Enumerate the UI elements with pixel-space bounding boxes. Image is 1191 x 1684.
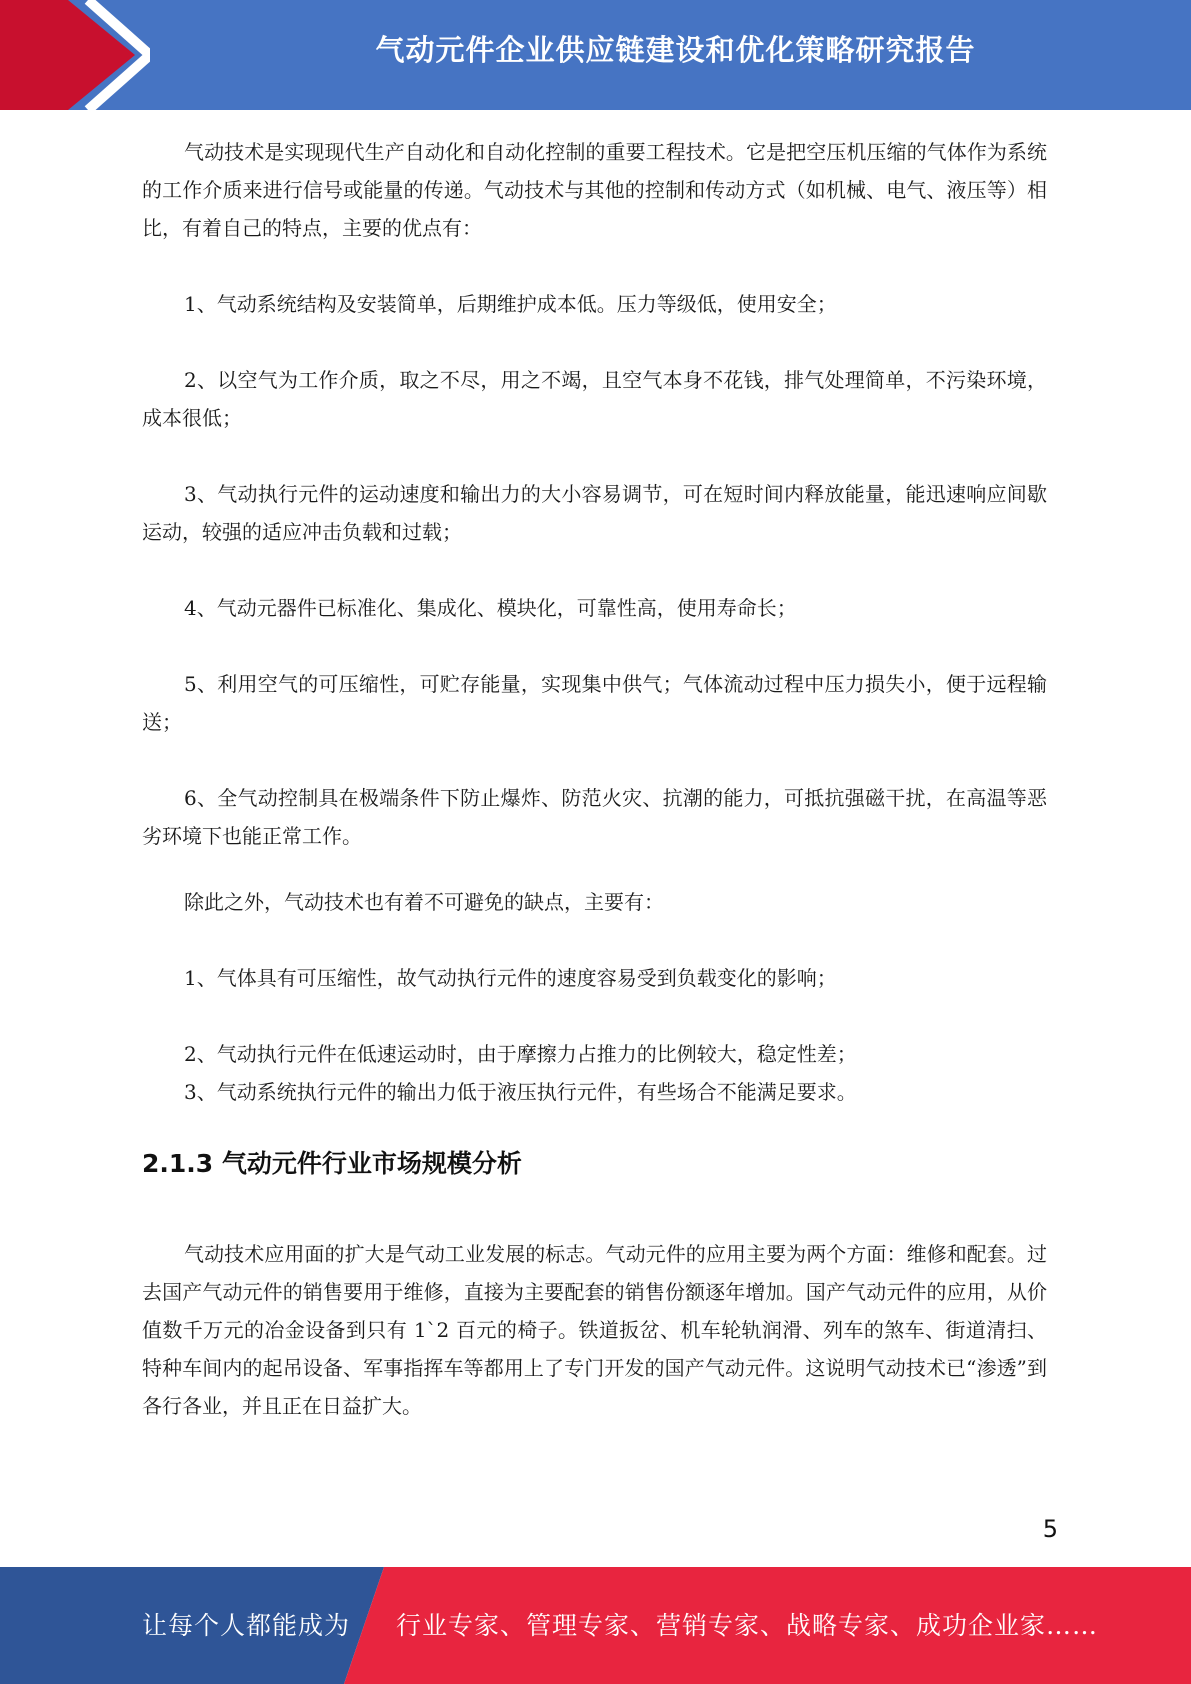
- page-content: [142, 133, 1047, 1425]
- page-header: [0, 0, 1191, 110]
- intro-paragraph: 气动技术是实现现代生产自动化和自动化控制的重要工程技术。它是把空压机压缩的气体作为系统的工作介质来进行信号或能量的传递。气动技术与其他的控制和传动方式（如机械、电气、液压等）相比，有着自己的特点，主要的优点有：: [142, 140, 1047, 240]
- advantage-item-4: 4、气动元器件已标准化、集成化、模块化，可靠性高，使用寿命长；: [184, 596, 797, 620]
- disadvantage-item-3: 3、气动系统执行元件的输出力低于液压执行元件，有些场合不能满足要求。: [184, 1080, 857, 1104]
- footer-slogan-left: 让每个人都能成为: [142, 1611, 351, 1640]
- section-heading: 2.1.3 气动元件行业市场规模分析: [142, 1149, 522, 1178]
- disadvantages-intro: 除此之外，气动技术也有着不可避免的缺点，主要有：: [184, 890, 664, 914]
- advantage-item-6: 6、全气动控制具在极端条件下防止爆炸、防范火灾、抗潮的能力，可抵抗强磁干扰，在高温等恶劣环境下也能正常工作。: [142, 786, 1047, 848]
- advantage-item-2: 2、以空气为工作介质，取之不尽，用之不竭，且空气本身不花钱，排气处理简单，不污染环境，成本很低；: [142, 368, 1047, 430]
- footer-slogan-right: 行业专家、管理专家、营销专家、战略专家、成功企业家……: [396, 1611, 1099, 1640]
- advantage-item-5: 5、利用空气的可压缩性，可贮存能量，实现集中供气；气体流动过程中压力损失小，便于远程输送；: [142, 672, 1047, 734]
- report-title: 气动元件企业供应链建设和优化策略研究报告: [375, 33, 976, 67]
- page-footer: [0, 1567, 1191, 1684]
- page-number: 5: [1042, 1515, 1058, 1543]
- disadvantage-item-1: 1、气体具有可压缩性，故气动执行元件的速度容易受到负载变化的影响；: [184, 966, 837, 990]
- advantage-item-3: 3、气动执行元件的运动速度和输出力的大小容易调节，可在短时间内释放能量，能迅速响应间歇运动，较强的适应冲击负载和过载；: [142, 482, 1047, 544]
- advantage-item-1: 1、气动系统结构及安装简单，后期维护成本低。压力等级低，使用安全；: [184, 292, 837, 316]
- header-arrow-decoration: [0, 0, 150, 110]
- disadvantage-item-2: 2、气动执行元件在低速运动时，由于摩擦力占推力的比例较大，稳定性差；: [184, 1042, 857, 1066]
- market-paragraph: 气动技术应用面的扩大是气动工业发展的标志。气动元件的应用主要为两个方面：维修和配套。过去国产气动元件的销售要用于维修，直接为主要配套的销售份额逐年增加。国产气动元件的应用，从价值数千万元的冶金设备到只有 1`2 百元的椅子。铁道扳岔、机车轮轨润滑、列车的煞车、街道清扫、特种车间内的起吊设备、军事指挥车等都用上了专门开发的国产气动元件。这说明气动技术已“渗透”到各行各业，并且正在日益扩大。: [142, 1242, 1047, 1418]
